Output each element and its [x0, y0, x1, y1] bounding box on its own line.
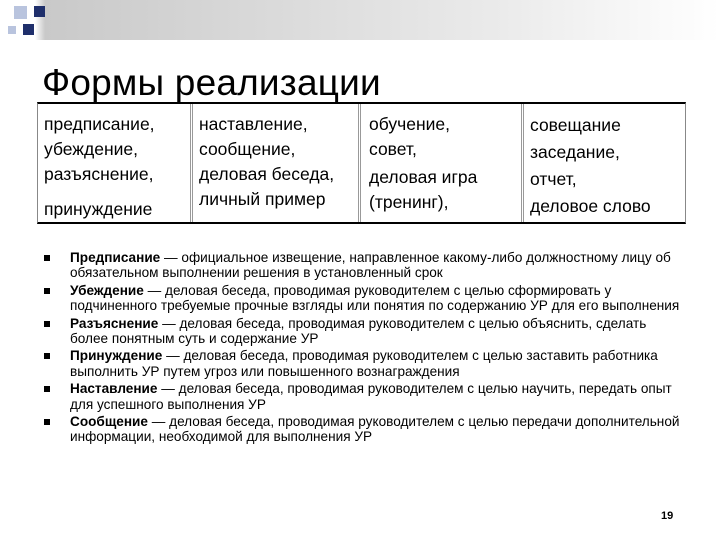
decor-square	[23, 24, 34, 35]
table-column	[361, 104, 524, 222]
list-item	[44, 381, 684, 412]
bullet-square-icon	[44, 321, 50, 327]
list-item	[44, 414, 684, 445]
table-cell-text: деловое слово	[530, 196, 651, 216]
definition-text: — деловая беседа, проводимая руководителем с целью объяснить, сделать более понятным суть и содержание УР	[70, 315, 647, 347]
definition-term: Разъяснение	[70, 315, 159, 331]
decor-square	[34, 6, 45, 17]
table-cell-text: наставление,	[199, 114, 308, 134]
list-item	[44, 250, 684, 281]
decor-square	[8, 26, 16, 34]
table-cell-text: личный пример	[199, 189, 326, 209]
definition-text: — деловая беседа, проводимая руководителем с целью научить, передать опыт для успешного выполнения УР	[70, 381, 672, 412]
definition-text: — деловая беседа, проводимая руководителем с целью передачи дополнительной информации, необходимой для выполнения УР	[70, 414, 680, 445]
definition-term: Наставление	[70, 381, 158, 397]
definition-term: Принуждение	[70, 348, 163, 364]
table-cell-text: принуждение	[44, 199, 153, 219]
table-column	[524, 104, 684, 222]
list-item	[44, 316, 684, 347]
table-cell-text: совет,	[369, 139, 417, 159]
definition-text: — деловая беседа, проводимая руководителем с целью сформировать у подчиненного требуемые прочные взгляды или понятия по содержанию УР для его выполнения	[70, 282, 680, 314]
table-cell-text: убеждение,	[44, 139, 138, 159]
forms-table	[37, 102, 686, 224]
table-cell-text: сообщение,	[199, 139, 296, 159]
table-cell-text: (тренинг),	[369, 192, 449, 212]
definition-term: Сообщение	[70, 414, 148, 430]
page-number: 19	[661, 510, 674, 522]
list-item	[44, 348, 684, 379]
table-column	[193, 104, 361, 222]
table-column	[38, 104, 193, 222]
table-cell-text: разъяснение,	[44, 164, 154, 184]
table-cell-text: совещание	[530, 115, 621, 135]
header-decor-band	[0, 0, 720, 40]
bullet-square-icon	[44, 255, 50, 261]
slide-title: Формы реализации	[42, 62, 381, 103]
table-cell-text	[44, 187, 190, 197]
bullet-square-icon	[44, 288, 50, 294]
bullet-square-icon	[44, 419, 50, 425]
list-item	[44, 283, 684, 314]
table-cell-text: отчет,	[530, 169, 577, 189]
table-cell-text: заседание,	[530, 142, 620, 162]
definition-term: Убеждение	[70, 282, 144, 298]
table-cell-text: предписание,	[44, 114, 155, 134]
decor-square	[14, 6, 27, 19]
definitions-list	[44, 250, 684, 445]
table-cell-text: деловая игра	[369, 167, 478, 187]
definition-text: — официальное извещение, направленное какому-либо должностному лицу об обязательном выполнении решения в установленный срок	[70, 250, 671, 281]
bullet-square-icon	[44, 353, 50, 359]
table-cell-text: обучение,	[369, 114, 451, 134]
table-cell-text: деловая беседа,	[199, 164, 335, 184]
definition-text: — деловая беседа, проводимая руководителем с целью заставить работника выполнить УР путем угроз или повышенного вознаграждения	[70, 348, 658, 379]
bullet-square-icon	[44, 386, 50, 392]
definition-term: Предписание	[70, 250, 161, 265]
